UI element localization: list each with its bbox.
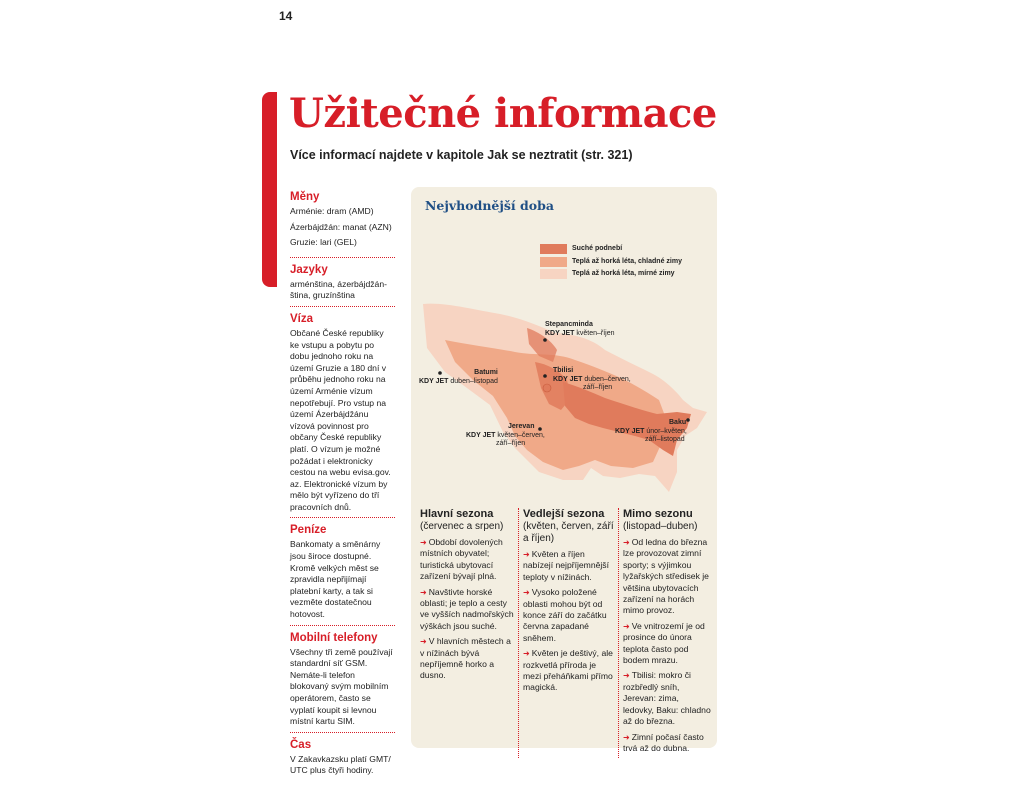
- season-main-period: (červenec a srpen): [420, 521, 504, 532]
- label-stepancminda-kdy: KDY JET: [545, 329, 575, 337]
- legend-item-cold-winters: [540, 256, 682, 269]
- money-text: Bankomaty a směnárny jsou široce dostupné. Kromě velkých měst se zpravidla nepřijímají platební karty, a tak si vezměte dostatečnou hotovost.: [290, 539, 381, 620]
- languages-heading: Jazyky: [290, 263, 328, 276]
- map-legend: [540, 243, 682, 281]
- label-batumi-kdy: KDY JET: [419, 377, 449, 385]
- phones-heading: Mobilní telefony: [290, 631, 378, 644]
- arrow-icon: ➜: [623, 538, 630, 547]
- season-shoulder-period: (květen, červen, září a říjen): [523, 521, 614, 544]
- label-stepancminda: [545, 321, 615, 338]
- label-tbilisi-when: duben–červen,: [584, 375, 631, 383]
- season-main-item: ➜ Navštivte horské oblasti; je teplo a cesty ve vyšších nadmořských výškách jsou suché.: [420, 586, 514, 631]
- languages-text: arménština, ázerbájdžán- ština, gruzínština: [290, 278, 387, 301]
- currency-heading: Měny: [290, 191, 320, 203]
- arrow-icon: ➜: [420, 538, 427, 547]
- money-heading: Peníze: [290, 524, 327, 537]
- label-tbilisi-name: Tbilisi: [553, 367, 574, 374]
- label-jerevan: [466, 423, 545, 449]
- arrow-icon: ➜: [523, 550, 530, 559]
- time-section: [290, 738, 395, 781]
- season-shoulder: [518, 508, 618, 758]
- marker-tbilisi: [543, 374, 547, 378]
- legend-item-mild-winters: [540, 268, 682, 281]
- label-jerevan-kdy: KDY JET: [466, 431, 496, 439]
- season-shoulder-item: ➜ Vysoko položené oblasti mohou být od konce září do začátku června zapadané sněhem.: [523, 587, 607, 643]
- arrow-icon: ➜: [623, 671, 630, 681]
- season-off-item: ➜ Od ledna do března lze provozovat zimní sporty; s výjimkou lyžařských středisek je většina ubytovacích zařízení na horách mimo provoz.: [623, 537, 709, 616]
- season-main-heading: Hlavní sezona: [420, 508, 494, 520]
- season-main: [418, 508, 518, 758]
- season-shoulder-item: ➜ Květen je deštivý, ale rozkvetlá příroda je mezi přeháňkami přímo magická.: [523, 648, 613, 693]
- label-jerevan-when: květen–červen,: [497, 431, 545, 439]
- page-title: Užitečné informace: [289, 90, 717, 137]
- visa-heading: Víza: [290, 312, 314, 325]
- label-stepancminda-name: Stepancminda: [545, 321, 593, 328]
- arrow-icon: ➜: [420, 587, 427, 597]
- label-jerevan-name: Jerevan: [508, 423, 535, 430]
- season-off: [618, 508, 716, 758]
- season-shoulder-item: ➜ Květen a říjen nabízejí nejpříjemnější teploty v nížinách.: [523, 549, 609, 582]
- panel-title: Nejvhodnější doba: [425, 198, 554, 213]
- season-off-heading: Mimo sezonu: [623, 508, 693, 520]
- title-accent-bar: [262, 92, 277, 287]
- arrow-icon: ➜: [523, 588, 530, 598]
- label-batumi-name: Batumi: [474, 369, 498, 376]
- season-shoulder-heading: Vedlejší sezona: [523, 508, 605, 520]
- time-heading: Čas: [290, 738, 312, 751]
- legend-swatch-cold-winters: [540, 257, 567, 267]
- languages-section: [290, 263, 395, 307]
- marker-stepancminda: [543, 338, 547, 342]
- marker-tbilisi-ring: [543, 384, 551, 392]
- currency-georgia: Gruzie: lari (GEL): [290, 237, 357, 248]
- money-section: [290, 523, 395, 625]
- legend-item-dry: [540, 243, 682, 256]
- label-baku-name: Baku: [669, 419, 687, 426]
- label-batumi-when: duben–listopad: [450, 377, 498, 385]
- page-subtitle: Více informací najdete v kapitole Jak se neztratit (str. 321): [290, 148, 633, 162]
- season-off-item: ➜ Zimní počasí často trvá až do dubna.: [623, 731, 704, 753]
- arrow-icon: ➜: [523, 649, 530, 659]
- season-main-item: ➜ V hlavních městech a v nížinách bývá nepříjemně horko a dusno.: [420, 636, 511, 681]
- label-baku-when: únor–květen,: [646, 427, 687, 435]
- phones-text: Všechny tři země používají standardní síť GSM. Nemáte-li telefon blokovaný svým mobilním operátorem, často se vyplatí koupit si levnou místní kartu SIM.: [290, 646, 393, 727]
- season-off-item: ➜ Tbilisi: mokro či rozbředlý sníh, Jerevan: zima, ledovky, Baku: chladno až do března.: [623, 670, 711, 727]
- arrow-icon: ➜: [623, 732, 630, 742]
- label-tbilisi: [553, 367, 631, 393]
- legend-label-dry: Suché podnebí: [572, 245, 623, 252]
- visa-text: Občané České republiky ke vstupu a pobytu po dobu jednoho roku na území Gruzie a 180 dní v průběhu jednoho roku na území Arménie vízum nepotřebují. Pro vstup na území Ázerbájdžánu vízová povinnost pro občany České republiky platí. O vízum je možné požádat i elektronicky cestou na webu evisa.gov. az. Elektronické vízum by mělo být vyřízeno do tří pracovních dnů.: [290, 327, 391, 512]
- legend-swatch-dry: [540, 244, 567, 254]
- label-baku-when2: září–listopad: [645, 436, 685, 443]
- label-tbilisi-kdy: KDY JET: [553, 375, 583, 383]
- currency-section: [290, 190, 395, 258]
- arrow-icon: ➜: [623, 621, 630, 631]
- currency-azerbaijan: Ázerbájdžán: manat (AZN): [290, 221, 392, 232]
- page-number: 14: [279, 9, 293, 23]
- seasons-section: [418, 508, 716, 758]
- label-baku-kdy: KDY JET: [615, 427, 645, 435]
- info-sidebar: [290, 190, 395, 786]
- season-main-item: ➜ Období dovolených místních obyvatel; turistická ubytovací zařízení bývají plná.: [420, 537, 503, 582]
- season-off-period: (listopad–duben): [623, 521, 698, 532]
- visa-section: [290, 312, 395, 519]
- label-baku: [615, 419, 687, 445]
- legend-label-cold-winters: Teplá až horká léta, chladné zimy: [572, 257, 682, 265]
- season-off-item: ➜ Ve vnitrozemí je od prosince do února teplota často pod bodem mrazu.: [623, 620, 705, 666]
- currency-armenia: Arménie: dram (AMD): [290, 206, 374, 216]
- label-stepancminda-when: květen–říjen: [576, 329, 615, 337]
- label-batumi: [419, 369, 498, 386]
- legend-swatch-mild-winters: [540, 269, 567, 279]
- phones-section: [290, 631, 395, 733]
- label-tbilisi-when2: září–říjen: [583, 384, 613, 391]
- label-jerevan-when2: září–říjen: [496, 440, 526, 447]
- legend-label-mild-winters: Teplá až horká léta, mírné zimy: [572, 270, 675, 277]
- arrow-icon: ➜: [420, 637, 427, 647]
- time-text: V Zakavkazsku platí GMT/ UTC plus čtyři hodiny.: [290, 753, 391, 776]
